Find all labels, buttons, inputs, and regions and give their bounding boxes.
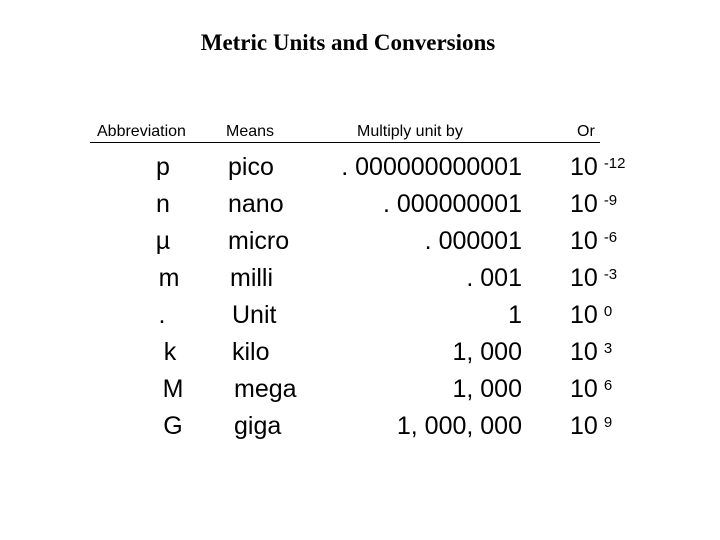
multiplier-cell: . 001 — [466, 264, 522, 292]
abbreviation-cell: k — [163, 338, 177, 366]
power-exponent: -9 — [603, 192, 618, 209]
multiplier-cell: . 000000001 — [382, 190, 522, 218]
header-means: Means — [226, 123, 275, 140]
power-base: 10 — [570, 264, 598, 292]
power-exponent: -12 — [603, 155, 626, 172]
abbreviation-cell: G — [163, 412, 183, 440]
power-of-ten-cell — [570, 300, 612, 330]
power-exponent: 9 — [603, 414, 613, 431]
means-cell: kilo — [232, 338, 270, 366]
power-base: 10 — [570, 190, 598, 218]
power-exponent: -3 — [603, 266, 618, 283]
power-base: 10 — [570, 153, 598, 181]
multiplier-cell: 1, 000 — [452, 375, 522, 403]
header-multiply: Multiply unit by — [357, 123, 463, 140]
power-exponent: -6 — [603, 229, 618, 246]
means-cell: nano — [228, 190, 284, 218]
multiplier-cell: 1, 000, 000 — [396, 412, 522, 440]
power-base: 10 — [570, 338, 598, 366]
means-cell: micro — [228, 227, 290, 255]
power-exponent: 3 — [603, 340, 613, 357]
power-of-ten-cell — [570, 226, 617, 256]
multiplier-cell: . 000000000001 — [341, 153, 522, 181]
power-base: 10 — [570, 227, 598, 255]
multiplier-cell: . 000001 — [424, 227, 522, 255]
power-of-ten-cell — [570, 263, 617, 293]
power-of-ten-cell — [570, 189, 617, 219]
multiplier-cell: 1, 000 — [452, 338, 522, 366]
abbreviation-cell: n — [156, 190, 170, 218]
means-cell: pico — [228, 153, 274, 181]
header-or: Or — [577, 123, 595, 140]
header-underline — [90, 142, 600, 143]
abbreviation-cell: . — [158, 301, 166, 329]
power-base: 10 — [570, 375, 598, 403]
means-cell: milli — [230, 264, 274, 292]
means-cell: giga — [234, 412, 282, 440]
power-exponent: 0 — [603, 303, 613, 320]
power-exponent: 6 — [603, 377, 613, 394]
abbreviation-cell: p — [156, 153, 170, 181]
header-abbreviation: Abbreviation — [97, 123, 186, 140]
means-cell: Unit — [232, 301, 277, 329]
means-cell: mega — [234, 375, 297, 403]
abbreviation-cell: µ — [155, 227, 171, 255]
power-of-ten-cell — [570, 374, 612, 404]
power-of-ten-cell — [570, 152, 626, 182]
multiplier-cell: 1 — [508, 301, 522, 329]
abbreviation-cell: M — [162, 375, 184, 403]
power-base: 10 — [570, 301, 598, 329]
abbreviation-cell: m — [158, 264, 180, 292]
power-of-ten-cell — [570, 337, 612, 367]
page-title: Metric Units and Conversions — [200, 30, 496, 55]
power-of-ten-cell — [570, 411, 612, 441]
power-base: 10 — [570, 412, 598, 440]
